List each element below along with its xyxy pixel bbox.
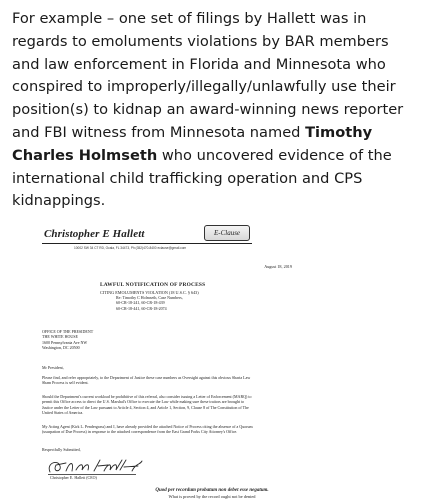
motto-latin: Quod per recordum probatum non debet esse negatum. (155, 488, 269, 493)
re-line: 60-CR-18-241, 60-CR-18-439 (116, 300, 165, 306)
intro-text-start: For example – one set of filings by Hallett was in regards to emoluments violations by BAR members and law enforcement in Florida and Minnesota who conspired to improperly/illegally/unlawfully use their position(s) to kidnap an award-winning news reporter and FBI witness from Minnesota named (12, 10, 404, 141)
re-line: Re: Timothy C Holmseth, Case Numbers, (116, 295, 183, 300)
re-line: 60-CR-18-441, 60-CR-18-2074 (116, 305, 167, 311)
motto-english: What is proved by the record ought not be denied (168, 494, 256, 499)
letterhead-name: Christopher E Hallett (44, 228, 145, 240)
recipient-line: Washington, DC 20500 (42, 344, 80, 350)
salutation: Mr President, (42, 365, 64, 370)
intro-paragraph (12, 8, 414, 213)
letterhead-rule (42, 243, 252, 244)
closing: Respectfully Submitted, (42, 447, 81, 452)
paragraph-1: Please find, and refer appropriately, to the Department of Justice these case numbers as Oversight against this obvious Sharia Law Sham Process is self evident. (42, 375, 251, 386)
recipient-line: THE WHITE HOUSE (42, 334, 78, 340)
recipient-line: 1600 Pennsylvania Ave NW (42, 339, 88, 345)
intro-bold-name: Timothy Charles Holmseth (12, 123, 373, 164)
letter-subheading: CITING EMOLUMENTS VIOLATION (18 U.S.C. § 643) (100, 290, 199, 295)
recipient-line: OFFICE OF THE PRESIDENT (42, 329, 94, 334)
paragraph-3: My Acting Agent (Kirk L. Pendergrass) and I, have already provided the attached Notice of Process citing the absence of a Quorum (usurpation of Due Process) in response to the attached correspondence from the East Grand Forks City Attorney's Office. (42, 424, 253, 435)
intro-text-end: who uncovered evidence of the international child trafficking operation and CPS kidnappings. (12, 146, 392, 210)
recipient-address (42, 329, 93, 350)
letter-date: August 18, 2019 (264, 264, 292, 269)
letter-image (34, 222, 390, 500)
letterhead-address: 10002 SW 34 CT RD, Ocala, FL 34473, Ph:(352)470-8400 eclause@gmail.com (74, 246, 187, 250)
eclause-logo: E-Clause (204, 225, 250, 241)
letter-heading: LAWFUL NOTIFICATION OF PROCESS (100, 282, 206, 288)
signature-name: Christopher E. Hallett (CEO) (50, 475, 97, 480)
re-block (116, 295, 183, 311)
paragraph-2: Should the Department's current workload be prohibitive of this referral, also consider issuing a Letter of Enforcement (MARQ) to permit this Office access to direct the U.S. Marshal's Office to execute the Law while making sure these traitors are brought to Justice under the Letter of the Law pursuant to Article 4, Section 4, and Article 1, Section, 9, Clause 8 of The Constitution of The United States of America. (42, 394, 252, 416)
